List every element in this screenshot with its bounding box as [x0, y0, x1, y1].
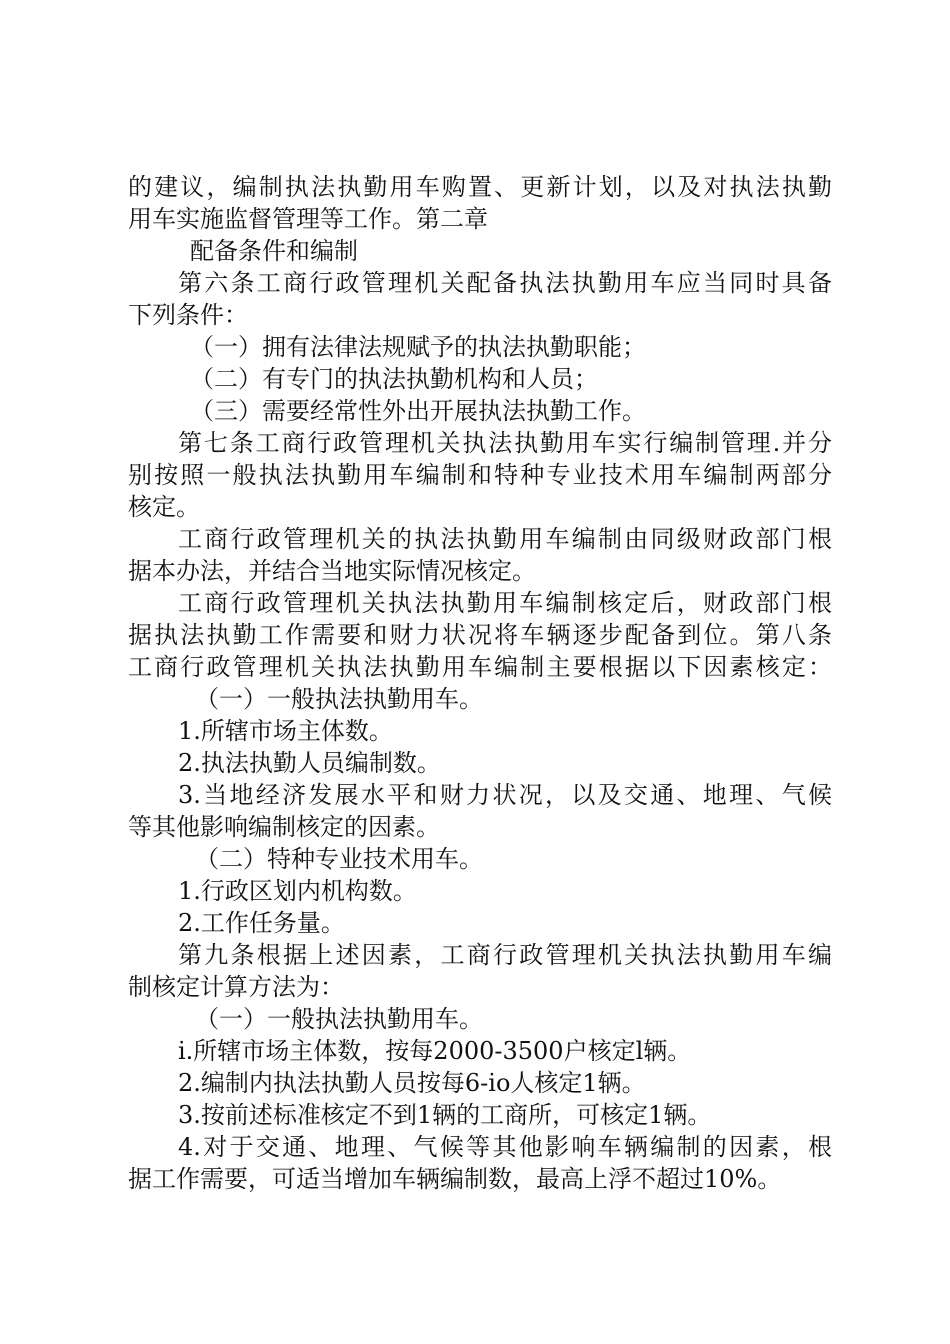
list-item: 2.执法执勤人员编制数。	[178, 749, 441, 777]
text-line: 等其他影响编制核定的因素。	[128, 813, 440, 841]
list-item: 3.当地经济发展水平和财力状况，以及交通、地理、气候	[178, 781, 832, 809]
text-line: 据本办法，并结合当地实际情况核定。	[128, 557, 536, 585]
list-item: （三）需要经常性外出开展执法执勤工作。	[190, 397, 646, 425]
text-line: 用车实施监督管理等工作。第二章	[128, 205, 488, 233]
text-line: 的建议，编制执法执勤用车购置、更新计划，以及对执法执勤	[128, 173, 832, 201]
section-heading: 配备条件和编制	[190, 237, 358, 265]
text-line: 第六条工商行政管理机关配备执法执勤用车应当同时具备	[178, 269, 832, 297]
text-line: 据执法执勤工作需要和财力状况将车辆逐步配备到位。第八条	[128, 621, 832, 649]
list-item: （二）有专门的执法执勤机构和人员；	[190, 365, 598, 393]
text-line: 核定。	[128, 493, 200, 521]
text-line: 制核定计算方法为：	[128, 973, 344, 1001]
list-item: （二）特种专业技术用车。	[195, 845, 483, 873]
text-line: 工商行政管理机关执法执勤用车编制主要根据以下因素核定：	[128, 653, 832, 681]
list-item: （一）拥有法律法规赋予的执法执勤职能；	[190, 333, 646, 361]
list-item: （一）一般执法执勤用车。	[195, 685, 483, 713]
list-item: 2.编制内执法执勤人员按每6-io人核定1辆。	[178, 1069, 646, 1097]
text-line: 工商行政管理机关的执法执勤用车编制由同级财政部门根	[178, 525, 832, 553]
text-line: 别按照一般执法执勤用车编制和特种专业技术用车编制两部分	[128, 461, 832, 489]
list-item: i.所辖市场主体数，按每2000-3500户核定l辆。	[178, 1037, 692, 1065]
list-item: 1.所辖市场主体数。	[178, 717, 393, 745]
list-item: 2.工作任务量。	[178, 909, 345, 937]
text-line: 第七条工商行政管理机关执法执勤用车实行编制管理.并分	[178, 429, 832, 457]
text-line: 据工作需要，可适当增加车辆编制数，最高上浮不超过10%。	[128, 1165, 782, 1193]
list-item: （一）一般执法执勤用车。	[195, 1005, 483, 1033]
list-item: 4.对于交通、地理、气候等其他影响车辆编制的因素，根	[178, 1133, 832, 1161]
list-item: 3.按前述标准核定不到1辆的工商所，可核定1辆。	[178, 1101, 712, 1129]
text-line: 第九条根据上述因素，工商行政管理机关执法执勤用车编	[178, 941, 832, 969]
text-line: 工商行政管理机关执法执勤用车编制核定后，财政部门根	[178, 589, 832, 617]
list-item: 1.行政区划内机构数。	[178, 877, 417, 905]
text-line: 下列条件：	[128, 301, 248, 329]
